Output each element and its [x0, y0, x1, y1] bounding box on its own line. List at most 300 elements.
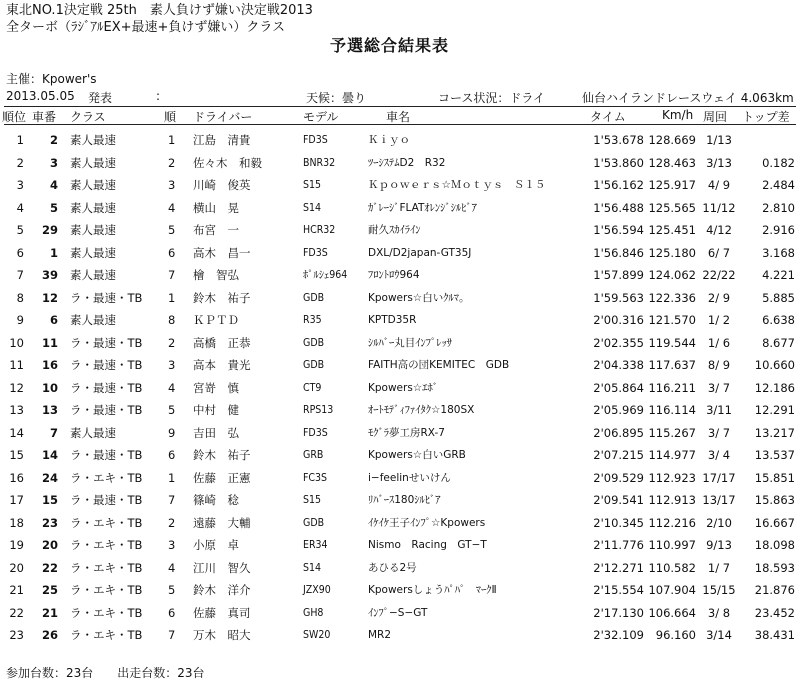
cell-car-name: ﾌﾛﾝﾄﾛｳ964 — [368, 269, 420, 281]
cell-model: S15 — [303, 494, 322, 506]
cell-position: 16 — [9, 470, 24, 485]
cell-car-name: ﾂｰｼｽﾃﾑD2 R32 — [368, 156, 446, 169]
cell-class-rank: 1 — [168, 133, 176, 147]
cell-lap-count: 3/13 — [706, 155, 732, 170]
cell-speed: 116.211 — [648, 380, 696, 395]
cell-class-rank: 7 — [168, 628, 176, 642]
cell-driver: 小原 卓 — [193, 538, 239, 552]
cell-lap-count: 15/15 — [702, 583, 736, 597]
cell-car-name: FAITH高の団KEMITEC GDB — [368, 359, 510, 371]
cell-position: 17 — [9, 493, 24, 507]
cell-position: 6 — [16, 245, 24, 260]
table-row — [0, 467, 800, 489]
cell-model: HCR32 — [303, 224, 336, 236]
cell-position: 5 — [16, 223, 24, 237]
cell-gap-to-top: 15.851 — [754, 470, 795, 485]
cell-car-number: 10 — [41, 380, 58, 395]
cell-lap-count: 2/ 9 — [707, 290, 731, 305]
divider-top — [4, 106, 796, 107]
cell-lap-count: 9/13 — [706, 538, 732, 552]
cell-gap-to-top: 12.186 — [754, 380, 795, 395]
cell-driver: 万木 昭大 — [193, 628, 251, 642]
cell-lap-time: 1'56.162 — [593, 178, 644, 192]
cell-gap-to-top: 2.484 — [762, 178, 795, 192]
table-row — [0, 354, 800, 376]
cell-gap-to-top: 8.677 — [762, 335, 795, 350]
cell-car-name: ﾘﾊﾞｰｽ180ｼﾙﾋﾞｱ — [368, 494, 441, 506]
cell-car-name: Kpowers☆白いGRB — [368, 449, 466, 461]
cell-model: S14 — [303, 561, 322, 574]
cell-class-rank: 4 — [168, 200, 176, 215]
cell-lap-time: 1'56.488 — [593, 200, 644, 215]
cell-model: FD3S — [303, 134, 328, 146]
cell-car-number: 11 — [41, 335, 58, 350]
cell-lap-count: 13/17 — [702, 493, 736, 507]
announce-colon: : — [156, 89, 161, 103]
cell-gap-to-top: 10.660 — [754, 358, 795, 372]
cell-car-name: MR2 — [368, 629, 392, 641]
cell-class: ラ・エキ・TB — [70, 515, 143, 530]
cell-model: SW20 — [303, 629, 331, 641]
cell-car-number: 16 — [41, 358, 58, 372]
cell-lap-time: 2'05.969 — [593, 403, 644, 417]
cell-driver: 佐藤 真司 — [193, 605, 251, 620]
cell-lap-time: 1'56.846 — [593, 245, 644, 260]
cell-gap-to-top: 0.182 — [762, 155, 795, 170]
cell-speed: 112.216 — [648, 515, 696, 530]
cell-model: CT9 — [303, 381, 322, 394]
cell-car-number: 3 — [49, 155, 58, 170]
col-driver: ドライバー — [193, 110, 253, 124]
cell-class: ラ・エキ・TB — [70, 470, 143, 485]
cell-car-name: i−feelinせいけん — [368, 471, 451, 484]
cell-class: 素人最速 — [70, 178, 116, 192]
cell-class: 素人最速 — [70, 133, 116, 147]
cell-car-name: ｶﾞﾚｰｼﾞFLATｵﾚﾝｼﾞｼﾙﾋﾞｱ — [368, 201, 477, 214]
col-no: 車番 — [32, 110, 57, 124]
cell-car-name: Kpowersしょうﾊﾟﾊﾟ ﾏｰｸⅡ — [368, 584, 497, 596]
cell-gap-to-top: 2.916 — [762, 223, 795, 237]
cell-lap-count: 22/22 — [702, 268, 736, 282]
cell-class: ラ・最速・TB — [70, 358, 143, 372]
cell-class-rank: 3 — [168, 538, 176, 552]
cell-position: 9 — [16, 313, 24, 327]
col-rank: 順 — [164, 110, 177, 124]
cell-class: 素人最速 — [70, 200, 116, 215]
table-row — [0, 422, 800, 444]
cell-gap-to-top: 3.168 — [762, 245, 795, 260]
cell-class: 素人最速 — [70, 425, 116, 440]
cell-gap-to-top: 18.098 — [754, 538, 795, 552]
cell-class: ラ・最速・TB — [70, 290, 143, 305]
cell-position: 15 — [9, 448, 24, 462]
cell-class: ラ・最速・TB — [70, 403, 143, 417]
table-row — [0, 197, 800, 219]
cell-car-number: 12 — [41, 290, 58, 305]
cell-speed: 125.917 — [648, 178, 696, 192]
cell-gap-to-top: 15.863 — [754, 493, 795, 507]
cell-lap-count: 3/11 — [706, 403, 732, 417]
cell-lap-count: 3/ 7 — [707, 380, 731, 395]
cell-car-number: 20 — [41, 538, 58, 552]
cell-gap-to-top: 16.667 — [754, 515, 795, 530]
cell-car-name: あひる2号 — [368, 561, 417, 574]
event-title: 東北NO.1決定戦 25th 素人負けず嫌い決定戦2013 — [6, 3, 313, 18]
cell-position: 14 — [9, 425, 24, 440]
cell-class: ラ・エキ・TB — [70, 560, 143, 575]
cell-model: GDB — [303, 516, 325, 529]
cell-car-name: ｲｹｲｹ王子ｲﾝﾌﾟ☆Kpowers — [368, 516, 486, 529]
cell-lap-count: 3/ 8 — [707, 605, 731, 620]
table-row — [0, 332, 800, 354]
col-class: クラス — [70, 110, 106, 124]
cell-model: S15 — [303, 179, 322, 191]
cell-class: ラ・最速・TB — [70, 448, 143, 462]
course-status: コース状況：ドライ — [438, 91, 546, 105]
table-row — [0, 242, 800, 264]
cell-speed: 122.336 — [648, 290, 696, 305]
cell-position: 4 — [16, 200, 24, 215]
cell-car-name: ﾓｸﾞﾗ夢工房RX-7 — [368, 426, 445, 439]
cell-driver: 吉田 弘 — [193, 425, 239, 440]
cell-speed: 124.062 — [648, 268, 696, 282]
cell-position: 21 — [9, 583, 24, 597]
cell-car-number: 15 — [41, 493, 58, 507]
cell-speed: 115.267 — [648, 425, 696, 440]
table-row — [0, 174, 800, 196]
cell-model: FD3S — [303, 246, 328, 259]
circuit: 仙台ハイランドレースウェイ 4.063km — [582, 91, 794, 105]
cell-lap-time: 2'12.271 — [593, 560, 644, 575]
cell-class-rank: 9 — [168, 425, 176, 440]
cell-lap-count: 1/13 — [706, 133, 732, 147]
cell-lap-time: 2'00.316 — [593, 313, 644, 327]
cell-gap-to-top: 6.638 — [762, 313, 795, 327]
cell-gap-to-top: 23.452 — [754, 605, 795, 620]
cell-gap-to-top: 5.885 — [762, 290, 795, 305]
cell-car-number: 4 — [49, 178, 58, 192]
cell-model: FC3S — [303, 471, 328, 484]
cell-class: ラ・最速・TB — [70, 493, 143, 507]
cell-gap-to-top: 13.537 — [754, 448, 795, 462]
cell-class: ラ・最速・TB — [70, 335, 143, 350]
table-row — [0, 489, 800, 511]
cell-gap-to-top: 18.593 — [754, 560, 795, 575]
cell-driver: 宮嵜 慎 — [193, 380, 239, 395]
cell-car-number: 22 — [41, 560, 58, 575]
cell-class-rank: 8 — [168, 313, 176, 327]
divider-header — [4, 124, 796, 125]
cell-class: 素人最速 — [70, 313, 116, 327]
cell-position: 13 — [9, 403, 24, 417]
cell-class-rank: 1 — [168, 290, 176, 305]
cell-car-name: 耐久ｽｶｲﾗｲﾝ — [368, 224, 421, 236]
cell-driver: 遠藤 大輔 — [193, 515, 251, 530]
cell-car-number: 14 — [41, 448, 58, 462]
col-lap: 周回 — [703, 110, 728, 124]
cell-car-number: 13 — [41, 403, 58, 417]
cell-car-number: 26 — [41, 628, 58, 642]
cell-speed: 112.923 — [648, 470, 696, 485]
cell-gap-to-top: 21.876 — [754, 583, 795, 597]
cell-lap-count: 2/10 — [706, 515, 732, 530]
cell-driver: 横山 晃 — [193, 200, 239, 215]
cell-speed: 112.913 — [648, 493, 696, 507]
cell-driver: 鈴木 祐子 — [193, 290, 251, 305]
cell-class: ラ・最速・TB — [70, 380, 143, 395]
cell-speed: 125.180 — [648, 245, 696, 260]
class-title: 全ターボ（ﾗｼﾞｱﾙEX+最速+負けず嫌い）クラス — [6, 20, 286, 35]
cell-position: 7 — [16, 268, 24, 282]
cell-lap-time: 2'05.864 — [593, 380, 644, 395]
cell-car-name: DXL/D2japan-GT35J — [368, 246, 472, 259]
cell-gap-to-top: 38.431 — [754, 628, 795, 642]
cell-class-rank: 5 — [168, 223, 176, 237]
cell-lap-count: 8/ 9 — [707, 358, 731, 372]
cell-driver: 高本 貴光 — [193, 358, 251, 372]
cell-lap-count: 3/14 — [706, 628, 732, 642]
cell-class-rank: 4 — [168, 380, 176, 395]
cell-driver: 檜 智弘 — [193, 268, 239, 282]
cell-speed: 125.565 — [648, 200, 696, 215]
cell-class-rank: 5 — [168, 583, 176, 597]
date: 2013.05.05 — [6, 89, 75, 103]
cell-position: 1 — [16, 133, 24, 147]
cell-speed: 128.463 — [648, 155, 696, 170]
cell-lap-time: 1'53.860 — [593, 155, 644, 170]
cell-class-rank: 3 — [168, 358, 176, 372]
table-row — [0, 444, 800, 466]
cell-car-number: 1 — [49, 245, 58, 260]
cell-driver: 鈴木 祐子 — [193, 448, 251, 462]
cell-lap-time: 2'15.554 — [593, 583, 644, 597]
cell-position: 2 — [16, 155, 24, 170]
cell-speed: 117.637 — [648, 358, 696, 372]
cell-car-number: 21 — [41, 605, 58, 620]
cell-car-number: 7 — [49, 425, 58, 440]
cell-driver: 江川 智久 — [193, 560, 251, 575]
cell-driver: 高木 昌一 — [193, 245, 251, 260]
cell-class: 素人最速 — [70, 223, 116, 237]
cell-lap-time: 2'10.345 — [593, 515, 644, 530]
cell-position: 20 — [9, 560, 24, 575]
cell-class-rank: 2 — [168, 335, 176, 350]
cell-speed: 119.544 — [648, 335, 696, 350]
cell-driver: 鈴木 洋介 — [193, 583, 251, 597]
cell-driver: 高橋 正恭 — [193, 335, 251, 350]
column-header-row — [0, 108, 800, 123]
table-row — [0, 287, 800, 309]
cell-lap-time: 2'09.529 — [593, 470, 644, 485]
cell-driver: 中村 健 — [193, 403, 239, 417]
col-pos: 順位 — [2, 110, 27, 124]
cell-lap-time: 1'56.594 — [593, 223, 644, 237]
cell-car-name: ｵｰﾄﾓﾃﾞｨﾌｧｲﾀｸ☆180SX — [368, 404, 475, 416]
col-car: 車名 — [386, 110, 411, 124]
cell-lap-time: 1'57.899 — [593, 268, 644, 282]
cell-position: 19 — [9, 538, 24, 552]
cell-lap-count: 4/ 9 — [707, 178, 731, 192]
cell-model: ﾎﾟﾙｼｪ964 — [303, 269, 348, 281]
cell-driver: 佐々木 和毅 — [193, 155, 262, 170]
cell-class-rank: 5 — [168, 403, 176, 417]
cell-driver: 江島 清貴 — [193, 133, 251, 147]
table-row — [0, 602, 800, 624]
cell-lap-count: 1/ 6 — [707, 335, 731, 350]
cell-lap-count: 1/ 7 — [707, 560, 731, 575]
cell-position: 12 — [9, 380, 24, 395]
table-row — [0, 399, 800, 421]
cell-lap-count: 6/ 7 — [707, 245, 731, 260]
cell-class-rank: 6 — [168, 245, 176, 260]
cell-class-rank: 4 — [168, 560, 176, 575]
cell-class-rank: 2 — [168, 155, 176, 170]
table-row — [0, 264, 800, 286]
cell-speed: 128.669 — [648, 133, 696, 147]
cell-car-name: ｲﾝﾌﾟ−S−GT — [368, 606, 428, 619]
cell-speed: 106.664 — [648, 605, 696, 620]
cell-speed: 107.904 — [648, 583, 696, 597]
table-row — [0, 624, 800, 646]
cell-speed: 121.570 — [648, 313, 696, 327]
cell-speed: 116.114 — [648, 403, 696, 417]
cell-gap-to-top: 2.810 — [762, 200, 795, 215]
cell-position: 22 — [9, 605, 24, 620]
cell-class: 素人最速 — [70, 155, 116, 170]
cell-model: GDB — [303, 291, 325, 304]
cell-driver: 川崎 俊英 — [193, 178, 251, 192]
cell-car-name: KPTD35R — [368, 314, 417, 326]
page-title: 予選総合結果表 — [330, 36, 450, 55]
cell-model: FD3S — [303, 426, 328, 439]
cell-class-rank: 6 — [168, 448, 176, 462]
cell-class: 素人最速 — [70, 268, 116, 282]
cell-position: 11 — [9, 358, 24, 372]
cell-class-rank: 3 — [168, 178, 176, 192]
table-row — [0, 309, 800, 331]
announce-label: 発表 — [88, 91, 113, 105]
cell-class-rank: 6 — [168, 605, 176, 620]
cell-lap-count: 1/ 2 — [707, 313, 731, 327]
cell-class: ラ・エキ・TB — [70, 605, 143, 620]
cell-lap-count: 4/12 — [706, 223, 732, 237]
cell-car-name: Kpowers☆白いｸﾙﾏ。 — [368, 291, 470, 304]
cell-car-name: Ｋｉｙｏ — [368, 134, 410, 146]
cell-lap-count: 17/17 — [702, 470, 736, 485]
cell-class: ラ・エキ・TB — [70, 583, 143, 597]
cell-driver: 篠崎 稔 — [193, 493, 239, 507]
cell-lap-time: 1'59.563 — [593, 290, 644, 305]
weather: 天候：曇り — [306, 91, 367, 105]
cell-class-rank: 7 — [168, 493, 176, 507]
cell-lap-time: 2'06.895 — [593, 425, 644, 440]
col-kmh: Km/h — [662, 108, 694, 122]
cell-class: ラ・エキ・TB — [70, 628, 143, 642]
cell-gap-to-top: 4.221 — [762, 268, 795, 282]
cell-gap-to-top: 13.217 — [754, 425, 795, 440]
cell-model: S14 — [303, 201, 322, 214]
cell-car-number: 2 — [49, 133, 58, 147]
cell-car-name: ｼﾙﾊﾞｰ丸目ｲﾝﾌﾟﾚｯｻ — [368, 336, 452, 349]
cell-lap-count: 3/ 4 — [707, 448, 731, 462]
cell-model: JZX90 — [303, 584, 331, 596]
cell-car-number: 6 — [49, 313, 58, 327]
cell-model: GDB — [303, 359, 325, 371]
cell-car-number: 23 — [41, 515, 58, 530]
table-row — [0, 534, 800, 556]
cell-speed: 110.582 — [648, 560, 696, 575]
cell-lap-time: 2'32.109 — [593, 628, 644, 642]
table-row — [0, 512, 800, 534]
cell-class-rank: 7 — [168, 268, 176, 282]
cell-car-name: Ｋｐｏｗｅｒｓ☆Ｍｏｔｙｓ Ｓ１５ — [368, 179, 546, 191]
cell-car-number: 39 — [41, 268, 58, 282]
cell-lap-count: 11/12 — [702, 200, 736, 215]
cell-position: 3 — [16, 178, 24, 192]
table-row — [0, 579, 800, 601]
cell-driver: ＫＰＴＤ — [193, 313, 239, 327]
cell-class-rank: 2 — [168, 515, 176, 530]
cell-car-number: 29 — [41, 223, 58, 237]
cell-position: 10 — [9, 335, 24, 350]
cell-model: GDB — [303, 336, 325, 349]
cell-car-number: 25 — [41, 583, 58, 597]
table-row — [0, 377, 800, 399]
cell-class: ラ・エキ・TB — [70, 538, 143, 552]
cell-lap-time: 2'11.776 — [593, 538, 644, 552]
cell-position: 18 — [9, 515, 24, 530]
cell-lap-count: 3/ 7 — [707, 425, 731, 440]
cell-model: BNR32 — [303, 156, 336, 169]
cell-lap-time: 2'17.130 — [593, 605, 644, 620]
table-row — [0, 152, 800, 174]
cell-lap-time: 2'04.338 — [593, 358, 644, 372]
table-row — [0, 557, 800, 579]
col-time: タイム — [590, 110, 626, 124]
cell-car-number: 5 — [49, 200, 58, 215]
cell-speed: 110.997 — [648, 538, 696, 552]
cell-gap-to-top: 12.291 — [754, 403, 795, 417]
cell-model: R35 — [303, 314, 322, 326]
cell-model: GRB — [303, 449, 324, 461]
cell-lap-time: 1'53.678 — [593, 133, 644, 147]
cell-class: 素人最速 — [70, 245, 116, 260]
cell-position: 8 — [16, 290, 24, 305]
cell-speed: 114.977 — [648, 448, 696, 462]
col-model: モデル — [303, 110, 339, 124]
cell-lap-time: 2'02.355 — [593, 335, 644, 350]
cell-model: RPS13 — [303, 404, 334, 416]
cell-lap-time: 2'07.215 — [593, 448, 644, 462]
info-row — [6, 89, 794, 104]
cell-position: 23 — [9, 628, 24, 642]
cell-car-name: Kpowers☆ｴﾎﾞ — [368, 381, 438, 394]
cell-model: GH8 — [303, 606, 324, 619]
cell-speed: 96.160 — [655, 628, 696, 642]
entry-count: 参加台数：23台 出走台数：23台 — [6, 666, 205, 680]
cell-model: ER34 — [303, 539, 328, 551]
cell-speed: 125.451 — [648, 223, 696, 237]
cell-car-name: Nismo Racing GT−T — [368, 539, 487, 551]
table-row — [0, 129, 800, 151]
cell-class-rank: 1 — [168, 470, 176, 485]
cell-driver: 布宮 一 — [193, 223, 239, 237]
cell-car-number: 24 — [41, 470, 58, 485]
col-gap: トップ差 — [742, 110, 790, 124]
table-row — [0, 219, 800, 241]
cell-lap-time: 2'09.541 — [593, 493, 644, 507]
organizer: 主催：Kpower's — [6, 72, 97, 86]
